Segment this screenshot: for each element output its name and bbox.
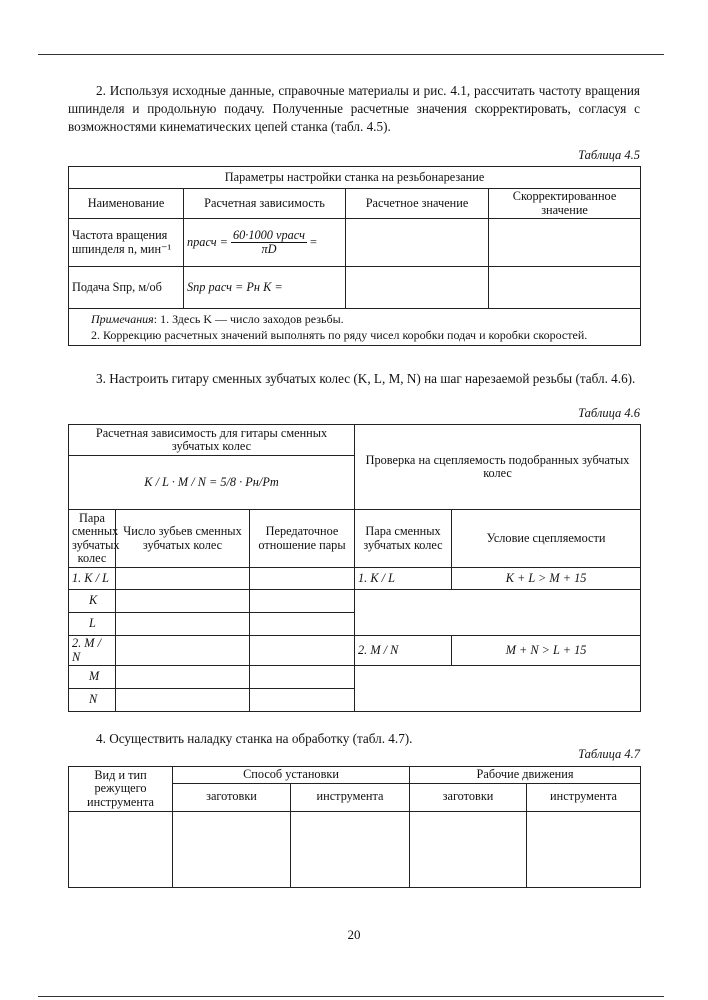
cell-teeth-mn: [116, 636, 250, 666]
subheader-motion-tool: инструмента: [527, 783, 641, 811]
check-condition-kl: K + L > M + 15: [452, 568, 641, 590]
row-pair-kl: 1. K / L: [69, 568, 116, 590]
formula-left: nрасч =: [187, 234, 228, 249]
paragraph-step-3-text: 3. Настроить гитару сменных зубчатых колес (K, L, M, N) на шаг нарезаемой резьбы (табл. 4.6).: [96, 371, 636, 386]
cell-ratio-k: [250, 590, 355, 613]
table-4-7-caption: Таблица 4.7: [578, 747, 640, 761]
row-feed-name: Подача Sпр, м/об: [69, 267, 184, 309]
cell-ratio-l: [250, 613, 355, 636]
cell-corrected-2: [489, 267, 641, 309]
row-pair-mn: 2. M / N: [69, 636, 116, 666]
top-rule: [38, 54, 664, 55]
paragraph-step-3: [68, 370, 640, 388]
table-4-6-caption: Таблица 4.6: [578, 406, 640, 420]
table-4-7: [68, 766, 641, 888]
notes-label: Примечания: [91, 312, 154, 326]
row-spindle-speed-name: Частота вращения шпинделя n, мин⁻¹: [69, 219, 184, 267]
row-gear-k: K: [69, 590, 116, 613]
subheader-condition: Условие сцепляемости: [452, 510, 641, 568]
subheader-check-pair: Пара сменных зубчатых колес: [355, 510, 452, 568]
paragraph-step-2: [68, 82, 640, 136]
table-4-6-left-title: Расчетная зависимость для гитары сменных зубчатых колес: [69, 425, 355, 456]
header-working-motions: Рабочие движения: [410, 767, 641, 784]
header-formula: Расчетная зависимость: [184, 189, 346, 219]
cell-ratio-n: [250, 689, 355, 712]
formula-denominator: πD: [261, 242, 277, 256]
cell-calculated-2: [346, 267, 489, 309]
cell-teeth-n: [116, 689, 250, 712]
row-gear-l: L: [69, 613, 116, 636]
row-gear-m: M: [69, 666, 116, 689]
row-feed-formula: Sпр расч = Pн K =: [184, 267, 346, 309]
table-4-5-caption: Таблица 4.5: [578, 148, 640, 162]
paragraph-step-4-text: 4. Осуществить наладку станка на обработку (табл. 4.7).: [96, 731, 413, 746]
subheader-motion-workpiece: заготовки: [410, 783, 527, 811]
cell-teeth-kl: [116, 568, 250, 590]
cell-mount-tool-empty: [291, 811, 410, 887]
subheader-pair: Пара сменных зубчатых колес: [69, 510, 116, 568]
cell-motion-tool-empty: [527, 811, 641, 887]
formula-numerator: 60·1000 vрасч: [232, 227, 305, 242]
check-condition-mn: M + N > L + 15: [452, 636, 641, 666]
cell-corrected-1: [489, 219, 641, 267]
table-4-6-formula: K / L · M / N = 5/8 · Pн/Pт: [69, 456, 355, 510]
cell-motion-workpiece-empty: [410, 811, 527, 887]
header-mount-method: Способ установки: [173, 767, 410, 784]
check-pair-mn: 2. M / N: [355, 636, 452, 666]
page-number: 20: [347, 927, 361, 942]
table-4-5: [68, 166, 641, 346]
cell-tool-empty: [69, 811, 173, 887]
formula-fraction: [231, 229, 307, 257]
subheader-ratio: Передаточное отношение пары: [250, 510, 355, 568]
note-2: 2. Коррекцию расчетных значений выполнять по ряду чисел коробки подач и коробки скоростей.: [91, 328, 588, 342]
table-4-6-right-title: Проверка на сцепляемость подобранных зубчатых колес: [355, 425, 641, 510]
row-gear-n: N: [69, 689, 116, 712]
note-1: : 1. Здесь K — число заходов резьбы.: [153, 312, 344, 326]
cell-teeth-m: [116, 666, 250, 689]
table-4-5-notes: [69, 309, 641, 346]
paragraph-step-4: [68, 730, 640, 748]
cell-teeth-l: [116, 613, 250, 636]
table-4-6: [68, 424, 641, 712]
cell-ratio-mn: [250, 636, 355, 666]
check-empty-2: [355, 666, 641, 712]
bottom-rule: [38, 996, 664, 997]
cell-mount-workpiece-empty: [173, 811, 291, 887]
check-empty-1: [355, 590, 641, 636]
header-calculated: Расчетное значение: [346, 189, 489, 219]
subheader-mount-workpiece: заготовки: [173, 783, 291, 811]
header-tool-type: Вид и тип режущего инструмента: [69, 767, 173, 812]
cell-ratio-kl: [250, 568, 355, 590]
header-corrected: Скорректированное значение: [489, 189, 641, 219]
paragraph-step-2-text: 2. Используя исходные данные, справочные материалы и рис. 4.1, рассчитать частоту вращения шпинделя и продольную подачу. Полученные расчетные значения скорректировать, согласуя с возможностями кинематических цепей станка (табл. 4.5).: [68, 83, 640, 134]
check-pair-kl: 1. K / L: [355, 568, 452, 590]
cell-teeth-k: [116, 590, 250, 613]
subheader-mount-tool: инструмента: [291, 783, 410, 811]
formula-right: =: [309, 234, 317, 249]
subheader-teeth: Число зубьев сменных зубчатых колес: [116, 510, 250, 568]
cell-ratio-m: [250, 666, 355, 689]
cell-calculated-1: [346, 219, 489, 267]
row-spindle-speed-formula: [184, 219, 346, 267]
table-4-5-title: Параметры настройки станка на резьбонарезание: [69, 167, 641, 189]
header-name: Наименование: [69, 189, 184, 219]
